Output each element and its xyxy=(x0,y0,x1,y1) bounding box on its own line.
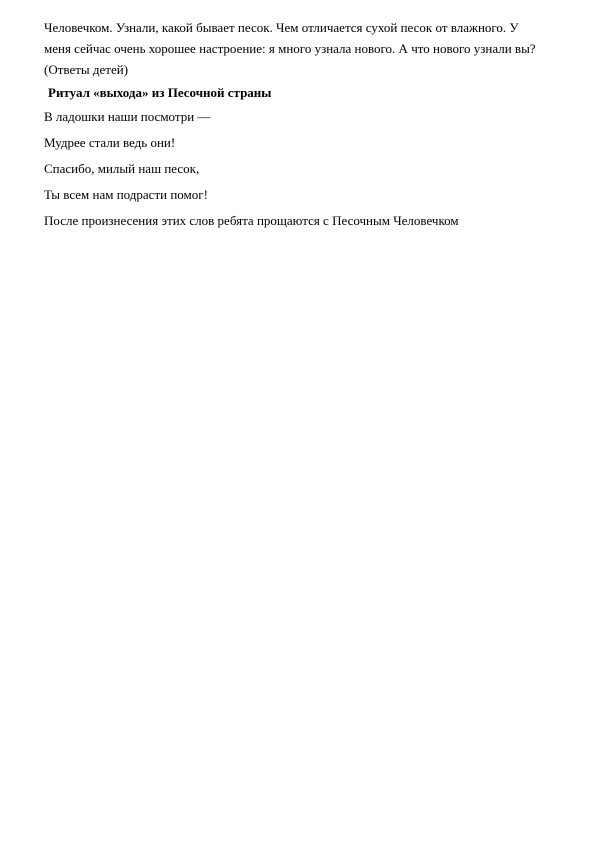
poem-line: В ладошки наши посмотри — xyxy=(44,109,211,124)
poem-line: Мудрее стали ведь они! xyxy=(44,135,176,150)
intro-line: меня сейчас очень хорошее настроение: я много узнала нового. А что нового узнали вы? xyxy=(44,41,536,56)
poem-line: Ты всем нам подрасти помог! xyxy=(44,187,208,202)
document-body xyxy=(44,17,570,236)
closing-line: После произнесения этих слов ребята прощаются с Песочным Человечком xyxy=(44,213,459,228)
section-heading: Ритуал «выхода» из Песочной страны xyxy=(48,85,272,100)
intro-line: (Ответы детей) xyxy=(44,62,129,77)
intro-line: Человечком. Узнали, какой бывает песок. Чем отличается сухой песок от влажного. У xyxy=(44,20,519,35)
intro-paragraph xyxy=(44,17,570,80)
poem-line: Спасибо, милый наш песок, xyxy=(44,161,200,176)
